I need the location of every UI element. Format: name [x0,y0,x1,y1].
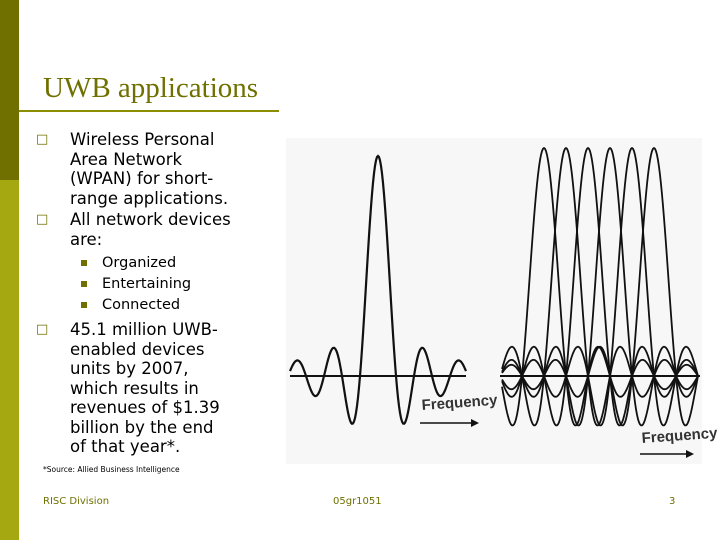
filled-square-icon [81,302,87,308]
bullet-list [36,130,276,457]
bullet-network-devices: □ All network devices are: [36,210,231,249]
sidebar-band-light [0,180,19,540]
footer-page-number: 3 [669,496,676,507]
source-footnote: *Source: Allied Business Intelligence [43,465,180,474]
right-frequency-label: Frequency [641,424,718,447]
slide-title: UWB applications [43,72,259,104]
filled-square-icon [81,260,87,266]
spectrum-illustration [286,138,718,464]
sub-bullet-connected: Connected [36,295,276,316]
sub-bullet-entertaining: Entertaining [36,274,276,295]
bullet-uwb-revenue: □ 45.1 million UWB- enabled devices units by 2007, which results in revenues of $1.39 billion by the end of that year*. [36,320,220,456]
title-underline [19,110,279,112]
ofdm-spectrum-figure [286,138,718,464]
square-bullet-icon: □ [36,212,49,227]
square-bullet-icon: □ [36,322,49,337]
sub-bullet-organized: Organized [36,253,276,274]
square-bullet-icon: □ [36,132,49,147]
sidebar-band-dark [0,0,19,180]
footer-left: RISC Division [43,496,110,507]
decorative-sidebar [0,0,19,540]
footer-center: 05gr1051 [333,496,382,507]
left-frequency-label: Frequency [421,391,498,414]
bullet-wpan: □ Wireless Personal Area Network (WPAN) for short- range applications. [36,130,229,208]
filled-square-icon [81,281,87,287]
